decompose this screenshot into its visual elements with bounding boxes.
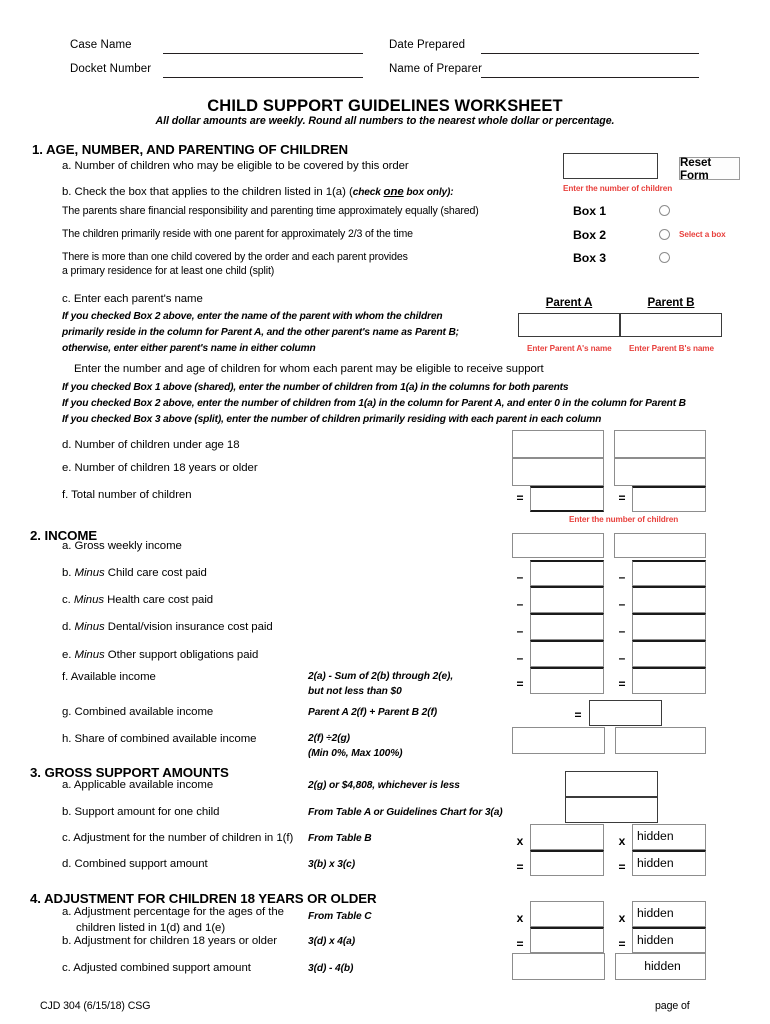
- item-4a-value-a[interactable]: [530, 901, 604, 927]
- item-3d-formula: 3(b) x 3(c): [308, 859, 356, 870]
- item-3c-value-b[interactable]: [632, 824, 706, 850]
- item-2e-prefix: e.: [62, 649, 75, 661]
- item-2f-formula-line2: but not less than $0: [308, 686, 402, 697]
- docket-number-input[interactable]: [163, 77, 363, 78]
- item-2c-operator-a: –: [516, 597, 524, 611]
- item-2h-value-a[interactable]: [512, 727, 605, 754]
- item-3d-operator-a: =: [516, 860, 524, 874]
- item-4a-label-line2: children listed in 1(d) and 1(e): [76, 922, 226, 934]
- item-3c-value-a[interactable]: [530, 824, 604, 850]
- item-2d-text: Dental/vision insurance cost paid: [104, 621, 273, 633]
- item-1b-text-1: b. Check the box that applies to the children listed in 1(a) (: [62, 186, 353, 198]
- item-3a-value[interactable]: [565, 771, 658, 797]
- item-2g-value[interactable]: [589, 700, 662, 726]
- item-3c-formula: From Table B: [308, 833, 372, 844]
- item-2b-prefix: b.: [62, 567, 75, 579]
- item-2e-value-a[interactable]: [530, 640, 604, 667]
- item-1c-note-2: primarily reside in the column for Parent A, and the other parent's name as Parent B;: [62, 327, 459, 338]
- item-3d-label: d. Combined support amount: [62, 858, 208, 870]
- item-2c-prefix: c.: [62, 594, 74, 606]
- item-4a-operator-a: x: [516, 911, 524, 925]
- item-2d-minus-word: Minus: [74, 621, 105, 633]
- name-of-preparer-label: Name of Preparer: [389, 63, 482, 75]
- item-2d-prefix: d.: [62, 621, 75, 633]
- item-3c-operator-b: x: [618, 834, 626, 848]
- item-2h-formula-line2: (Min 0%, Max 100%): [308, 748, 403, 759]
- box-1-label: Box 1: [573, 204, 606, 218]
- item-4b-operator-a: =: [516, 937, 524, 951]
- parent-a-name-input[interactable]: [518, 313, 620, 337]
- item-4c-value-b[interactable]: [615, 953, 706, 980]
- item-2h-formula-line1: 2(f) ÷2(g): [308, 733, 350, 744]
- parent-b-name-input[interactable]: [620, 313, 722, 337]
- item-1f-hint: Enter the number of children: [569, 515, 679, 524]
- item-2c-minus-word: Minus: [73, 594, 105, 606]
- item-3a-label: a. Applicable available income: [62, 779, 214, 791]
- item-2f-operator-a: =: [516, 677, 524, 691]
- item-2f-operator-b: =: [618, 677, 626, 691]
- item-2d-label: [62, 621, 273, 633]
- item-2f-label: f. Available income: [62, 671, 156, 683]
- item-2e-operator-a: –: [516, 651, 524, 665]
- name-of-preparer-input[interactable]: [481, 77, 699, 78]
- docket-number-label: Docket Number: [70, 63, 152, 75]
- radio-box-1[interactable]: [659, 205, 670, 216]
- item-4a-value-b-text: hidden: [637, 906, 674, 920]
- item-4c-formula: 3(d) - 4(b): [308, 963, 354, 974]
- age-note-3: If you checked Box 3 above (split), enter the number of children primarily residing with each parent in each column: [62, 414, 602, 425]
- item-3b-label: b. Support amount for one child: [62, 806, 220, 818]
- item-1b-text-2: box only):: [403, 187, 454, 198]
- item-2b-value-b[interactable]: [632, 560, 706, 586]
- item-1d-value-b[interactable]: [614, 430, 706, 458]
- item-2d-operator-b: –: [618, 624, 626, 638]
- item-2f-value-b[interactable]: [632, 667, 706, 694]
- item-3d-value-b-text: hidden: [637, 856, 674, 870]
- number-of-children-hint: Enter the number of children: [563, 184, 673, 193]
- item-2a-value-b[interactable]: [614, 533, 706, 558]
- select-a-box-hint: Select a box: [679, 230, 726, 239]
- item-4a-operator-b: x: [618, 911, 626, 925]
- item-3c-label: c. Adjustment for the number of children in 1(f): [62, 832, 294, 844]
- item-2c-value-b[interactable]: [632, 586, 706, 613]
- item-4a-formula: From Table C: [308, 911, 372, 922]
- item-1f-operator-b: =: [618, 491, 626, 505]
- item-2f-formula-line1: 2(a) - Sum of 2(b) through 2(e),: [308, 671, 454, 682]
- item-2b-label: [62, 567, 207, 579]
- item-3b-formula: From Table A or Guidelines Chart for 3(a): [308, 807, 503, 818]
- reset-form-button[interactable]: Reset Form: [679, 157, 740, 180]
- item-2f-value-a[interactable]: [530, 667, 604, 694]
- item-2b-operator-b: –: [618, 570, 626, 584]
- item-3c-value-b-text: hidden: [637, 829, 674, 843]
- item-1f-operator-a: =: [516, 491, 524, 505]
- item-4b-value-a[interactable]: [530, 927, 604, 953]
- date-prepared-input[interactable]: [481, 53, 699, 54]
- item-4b-formula: 3(d) x 4(a): [308, 936, 356, 947]
- item-4a-value-b[interactable]: [632, 901, 706, 927]
- number-of-children-value: [564, 154, 657, 164]
- item-2g-label: g. Combined available income: [62, 706, 214, 718]
- case-name-label: Case Name: [70, 39, 132, 51]
- item-1d-value-a[interactable]: [512, 430, 604, 458]
- age-intro-text: Enter the number and age of children for whom each parent may be eligible to receive support: [74, 363, 544, 375]
- item-1f-value-b[interactable]: [632, 486, 706, 512]
- item-1c-note-1: If you checked Box 2 above, enter the name of the parent with whom the children: [62, 311, 443, 322]
- item-2c-operator-b: –: [618, 597, 626, 611]
- item-1d-label: d. Number of children under age 18: [62, 439, 240, 451]
- item-4b-operator-b: =: [618, 937, 626, 951]
- item-2d-value-a[interactable]: [530, 613, 604, 640]
- item-2h-value-b[interactable]: [615, 727, 706, 754]
- item-2b-value-a[interactable]: [530, 560, 604, 586]
- item-2b-text: Child care cost paid: [104, 567, 207, 579]
- item-2b-operator-a: –: [516, 570, 524, 584]
- option-3-text-line2: a primary residence for at least one child (split): [62, 265, 275, 277]
- item-1b-label: [62, 186, 454, 198]
- item-3c-operator-a: x: [516, 834, 524, 848]
- section-1-heading: 1. AGE, NUMBER, AND PARENTING OF CHILDREN: [32, 142, 349, 157]
- item-4b-value-b[interactable]: [632, 927, 706, 953]
- section-3-heading: 3. GROSS SUPPORT AMOUNTS: [30, 765, 229, 780]
- item-4c-label: c. Adjusted combined support amount: [62, 962, 251, 974]
- item-2e-text: Other support obligations paid: [104, 649, 259, 661]
- item-1f-value-a[interactable]: [530, 486, 604, 512]
- radio-box-3[interactable]: [659, 252, 670, 263]
- item-3a-formula: 2(g) or $4,808, whichever is less: [308, 780, 460, 791]
- item-3b-value[interactable]: [565, 797, 658, 823]
- item-1e-value-a[interactable]: [512, 458, 604, 486]
- item-1b-one: one: [383, 186, 404, 198]
- number-of-children-input[interactable]: [563, 153, 658, 179]
- item-2g-operator: =: [574, 708, 582, 722]
- item-4c-value-b-text: hidden: [644, 959, 681, 973]
- item-2e-minus-word: Minus: [74, 649, 105, 661]
- item-4b-value-b-text: hidden: [637, 933, 674, 947]
- item-4b-label: b. Adjustment for children 18 years or older: [62, 935, 277, 947]
- parent-b-name-hint: Enter Parent B's name: [629, 344, 714, 353]
- item-3d-value-b[interactable]: [632, 850, 706, 876]
- age-note-1: If you checked Box 1 above (shared), enter the number of children from 1(a) in the columns for both parents: [62, 382, 569, 393]
- item-2a-value-a[interactable]: [512, 533, 604, 558]
- item-3d-operator-b: =: [618, 860, 626, 874]
- item-2e-operator-b: –: [618, 651, 626, 665]
- item-2e-value-b[interactable]: [632, 640, 706, 667]
- parent-b-name-value: [621, 314, 721, 322]
- option-2-text: The children primarily reside with one parent for approximately 2/3 of the time: [62, 228, 413, 240]
- radio-box-2[interactable]: [659, 229, 670, 240]
- footer-page-number: page of: [655, 1000, 690, 1012]
- item-1c-note-3: otherwise, enter either parent's name in either column: [62, 343, 316, 354]
- parent-b-header: Parent B: [647, 296, 695, 309]
- item-2d-operator-a: –: [516, 624, 524, 638]
- footer-form-id: CJD 304 (6/15/18) CSG: [40, 1000, 151, 1012]
- box-2-label: Box 2: [573, 228, 606, 242]
- item-2c-value-a[interactable]: [530, 586, 604, 613]
- option-3-text: There is more than one child covered by the order and each parent provides: [62, 251, 408, 263]
- item-4a-label-line1: a. Adjustment percentage for the ages of the: [62, 906, 284, 918]
- item-2a-label: a. Gross weekly income: [62, 540, 182, 552]
- item-2e-label: [62, 649, 258, 661]
- date-prepared-label: Date Prepared: [389, 39, 466, 51]
- item-2c-label: [62, 594, 213, 606]
- item-4c-value-a[interactable]: [512, 953, 605, 980]
- item-2b-minus-word: Minus: [74, 567, 105, 579]
- section-2-heading: 2. INCOME: [30, 528, 98, 543]
- item-1a-label: a. Number of children who may be eligible to be covered by this order: [62, 160, 409, 172]
- item-1b-check: check: [352, 187, 384, 198]
- item-1f-label: f. Total number of children: [62, 489, 192, 501]
- parent-a-name-value: [519, 314, 619, 322]
- item-1c-label: c. Enter each parent's name: [62, 293, 203, 305]
- item-2c-text: Health care cost paid: [104, 594, 214, 606]
- parent-a-name-hint: Enter Parent A's name: [527, 344, 612, 353]
- item-2h-label: h. Share of combined available income: [62, 733, 257, 745]
- item-1e-label: e. Number of children 18 years or older: [62, 462, 258, 474]
- item-2g-formula: Parent A 2(f) + Parent B 2(f): [308, 707, 438, 718]
- age-note-2: If you checked Box 2 above, enter the number of children from 1(a) in the column for Parent A, and enter 0 in the column for Parent B: [62, 398, 686, 409]
- item-1e-value-b[interactable]: [614, 458, 706, 486]
- page-title: CHILD SUPPORT GUIDELINES WORKSHEET: [207, 97, 563, 115]
- section-4-heading: 4. ADJUSTMENT FOR CHILDREN 18 YEARS OR OLDER: [30, 891, 377, 906]
- item-3d-value-a[interactable]: [530, 850, 604, 876]
- page-subtitle: All dollar amounts are weekly. Round all numbers to the nearest whole dollar or percentage.: [155, 115, 615, 127]
- box-3-label: Box 3: [573, 251, 606, 265]
- parent-a-header: Parent A: [545, 296, 593, 309]
- item-2d-value-b[interactable]: [632, 613, 706, 640]
- option-1-text: The parents share financial responsibility and parenting time approximately equally (shared): [62, 205, 479, 217]
- case-name-input[interactable]: [163, 53, 363, 54]
